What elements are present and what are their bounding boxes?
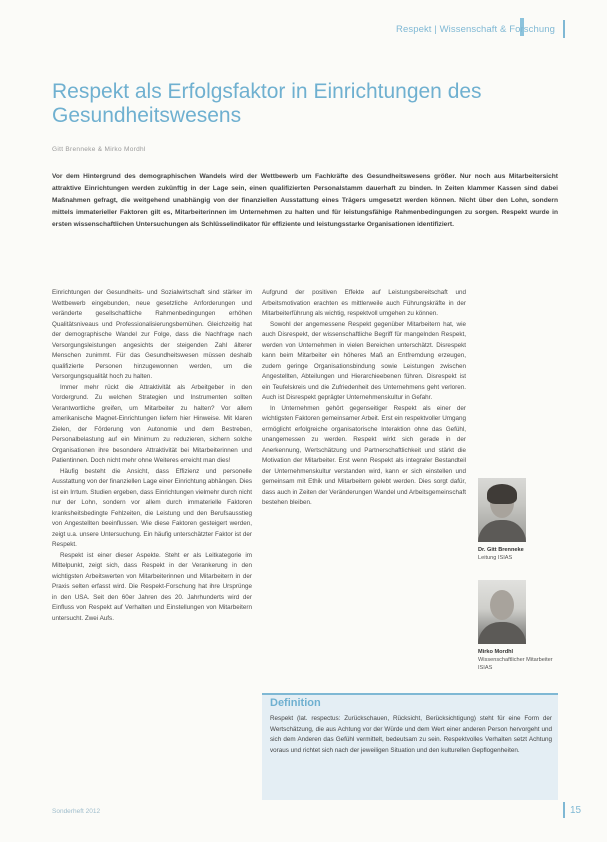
- author-caption: [478, 648, 558, 672]
- column-left: [52, 288, 252, 624]
- footer-issue: Sonderheft 2012: [52, 808, 101, 815]
- paragraph: Immer mehr rückt die Attraktivität als Arbeitgeber in den Vordergrund. Zu welchen Strategien und Instrumenten sollten Verantwortliche greifen, um Mitarbeiter zu halten? Vor allem amerikanische Magnet-Einrichtungen liefern hier Hinweise. Mit klaren Zielen, der Förderung von Autonomie und dem Bestreben, Personalbelastung auf ein Minimum zu reduzieren, sichern solche Organisationen ihre besondere Attraktivität bei Mitarbeiterinnen und Patientinnen. Doch nicht mehr ohne Weiteres erreicht man dies!: [52, 383, 252, 464]
- author-caption: [478, 546, 558, 562]
- author-role: Wissenschaftlicher Mitarbeiter ISIAS: [478, 657, 553, 671]
- definition-title: Definition: [270, 697, 321, 709]
- paragraph: Respekt ist einer dieser Aspekte. Steht er als Leitkategorie im Mittelpunkt, zeigt sich, dass Respekt in der Verankerung in den wichtigsten Arbeitswerten von Mitarbeiterinnen und Mitarbeitern in der Praxis selten erfasst wird. Die Respekt-Forschung hat ihre Ursprünge in den USA. Seit den 60er Jahren des 20. Jahrhunderts wird der Einfluss von Respekt auf Verhalten und Einstellungen von Mitarbeitern untersucht. Zwei Aufs.: [52, 551, 252, 622]
- article-byline: Gitt Brenneke & Mirko Mordhl: [52, 146, 146, 153]
- author-photo-brenneke: [478, 478, 526, 542]
- author-name: Dr. Gitt Brenneke: [478, 547, 524, 553]
- section-divider: [563, 20, 565, 38]
- paragraph: Einrichtungen der Gesundheits- und Sozialwirtschaft sind stärker im Wettbewerb eingebunden, neue gesetzliche Anforderungen und veränderte gesellschaftliche Rahmenbedingungen erhöhen Qualitätsniveaus und Professionalisierungsbemühen. Gleichzeitig hat der demographische Wandel zur Folge, dass die Nachfrage nach Versorgungsleistungen angesichts der steigenden Zahl älterer Menschen zunimmt. Für das Gesundheitswesen müssen deshalb qualifizierte Personen hinzugewonnen werden, um die Versorgungsqualität hoch zu halten.: [52, 289, 252, 380]
- author-photo-mordhl: [478, 580, 526, 644]
- portrait-shoulders: [478, 520, 526, 542]
- article-lead: Vor dem Hintergrund des demographischen Wandels wird der Wettbewerb um Fachkräfte des Gesundheitswesens größer. Nur noch aus Mitarbeitersicht attraktive Einrichtungen werden zukünftig in der Lage sein, einen qualifizierten Personalstamm dauerhaft zu binden. In Zeiten klammer Kassen sind dabei Maßnahmen gefragt, die weitgehend unabhängig von der finanziellen Ausstattung eines Trägers umgesetzt werden können. Nicht über den Lohn, sondern mittels immaterieller Faktoren gilt es, Mitarbeiterinnen im Unternehmen zu halten und für leistungsfähige Rahmenbedingungen zu sorgen. Respekt wurde in ersten wissenschaftlichen Untersuchungen als Schlüsselindikator für effiziente und leistungsstarke Organisationen identifiziert.: [52, 173, 558, 228]
- definition-text: Respekt (lat. respectus: Zurückschauen, Rücksicht, Berücksichtigung) steht für eine Form der Wertschätzung, die aus Achtung vor der Würde und dem Wert einer anderen Person hervorgeht und sich dem Anderen das Gefühl vermittelt, bedeutsam zu sein. Respektvolles Verhalten setzt Achtung voraus und richtet sich nach der jeweiligen Situation und den kulturellen Gepflogenheiten.: [270, 715, 552, 754]
- footer-divider: [563, 802, 565, 818]
- paragraph: In Unternehmen gehört gegenseitiger Respekt als einer der wichtigsten Faktoren gemeinsamer Arbeit. Erst ein respektvoller Umgang ermöglicht erfolgreiche organisatorische Interaktion ohne das Gefühl, unangemessen zu werden. Respekt wirkt sich gerade in der Anerkennung, Wertschätzung und Partnerschaftlichkeit und stärkt die Motivation der Mitarbeiter. Erst wenn Respekt als integraler Bestandteil der Unternehmenskultur verstanden wird, kann er sich einstellen und gemeinsam mit Ethik und Mitarbeitern gelebt werden. Dies sorgt dafür, dass auch in Zeiten der Veränderungen Wandel und Arbeitsgemeinschaft bestehen bleiben.: [262, 404, 466, 506]
- author-role: Leitung ISIAS: [478, 555, 513, 561]
- page-number: 15: [570, 805, 582, 816]
- portrait-face: [490, 590, 514, 620]
- paragraph: Sowohl der angemessene Respekt gegenüber Mitarbeitern hat, wie auch Disrespekt, der wissenschaftliche Begriff für mangelnden Respekt, werden von Unternehmen in vielen Bereichen unterschätzt. Disrespekt kann beim Mitarbeiter ein höheres Maß an Entfremdung erzeugen, zudem geringe Organisationsbindung sowie Leistungen zwischen Angestellten, Abteilungen und Hierarchieebenen führen. Disrespekt ist ein Teufelskreis und die Zufriedenheit des Unternehmens geht verloren. Auch ist Disrespekt geprägter Unternehmenskultur in Gefahr.: [262, 320, 466, 401]
- author-name: Mirko Mordhl: [478, 649, 514, 655]
- portrait-hair: [487, 484, 517, 504]
- paragraph: Häufig besteht die Ansicht, dass Effizienz und personelle Ausstattung von der finanziellen Lage einer Einrichtung abhängen. Dies ist ein Irrtum. Studien ergeben, dass Einrichtungen vielmehr durch nicht nur der Lohn, sondern vor allem durch immaterielle Faktoren kranksheitsbedingte Fehlzeiten, die Leistung und den Berufsausstieg von Angestellten beeinflussen. Wie diese Faktoren gesteigert werden, zeigt u.a. unsere Untersuchung. Ein häufig unterschätzter Faktor ist der Respekt.: [52, 467, 252, 548]
- paragraph: Aufgrund der positiven Effekte auf Leistungsbereitschaft und Arbeitsmotivation erachten es mittlerweile auch Führungskräfte in der Mitarbeiterführung als wichtig, respektvoll umgehen zu können.: [262, 289, 466, 317]
- article-title: Respekt als Erfolgsfaktor in Einrichtungen des Gesundheitswesens: [52, 80, 482, 127]
- column-middle: [262, 288, 466, 509]
- section-label: Respekt | Wissenschaft & Forschung: [396, 24, 555, 35]
- portrait-shoulders: [478, 622, 526, 644]
